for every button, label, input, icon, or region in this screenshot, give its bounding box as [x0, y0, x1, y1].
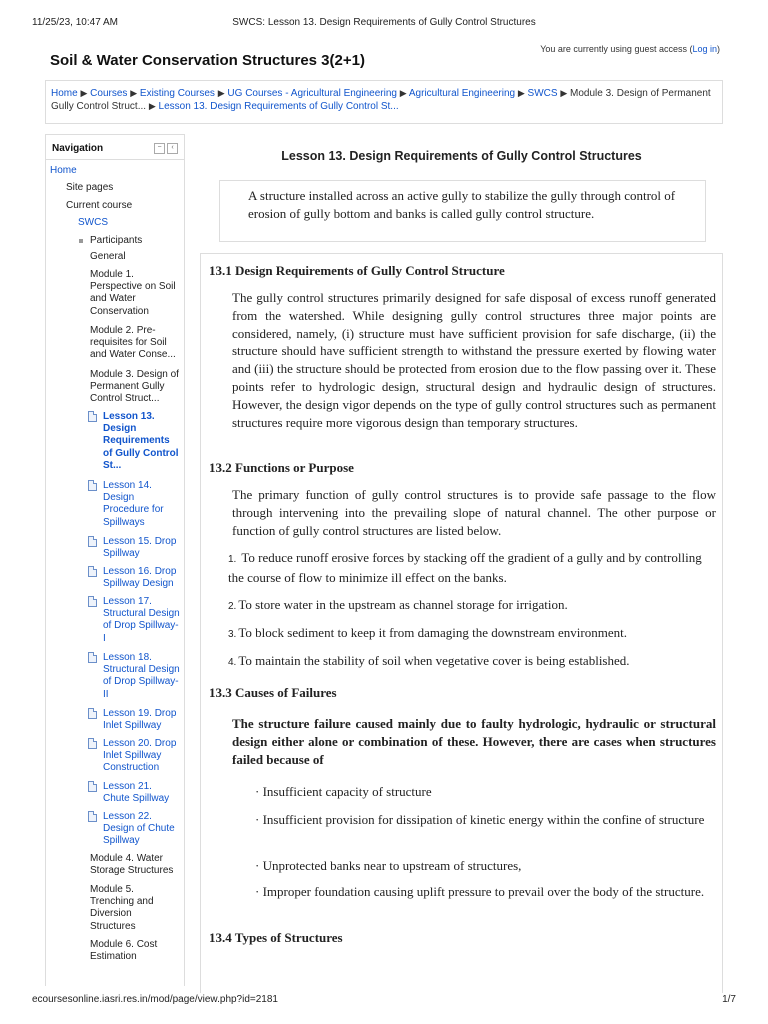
- breadcrumb-agricultural-engineering[interactable]: Agricultural Engineering: [408, 88, 516, 99]
- list-item-text: To store water in the upstream as channel storage for irrigation.: [238, 597, 568, 612]
- nav-line: I: [103, 632, 106, 644]
- nav-lesson-13[interactable]: [103, 411, 179, 472]
- page-icon: [88, 480, 97, 491]
- page-icon: [88, 536, 97, 547]
- breadcrumb-lesson[interactable]: Lesson 13. Design Requirements of Gully Control St...: [158, 101, 399, 112]
- nav-line: Spillway: [103, 835, 140, 847]
- section-heading-13-3: 13.3 Causes of Failures: [209, 685, 337, 700]
- nav-module-6[interactable]: [90, 939, 157, 963]
- nav-line: Inlet Spillway: [103, 750, 162, 762]
- nav-line: Lesson 16. Drop: [103, 566, 177, 577]
- section-heading-13-4: 13.4 Types of Structures: [209, 930, 343, 945]
- print-header: [32, 17, 736, 31]
- nav-module-2[interactable]: [90, 325, 176, 362]
- dock-block-icon[interactable]: ‹: [167, 143, 178, 154]
- cause-item: · Improper foundation causing uplift pressure to prevail over the body of the structure.: [255, 884, 705, 899]
- nav-line: Structural Design: [103, 664, 180, 676]
- list-item-text: To reduce runoff erosive forces by stacking off the gradient of a gully and by controlling the course of flow to minimize ill effect on the banks.: [228, 550, 702, 585]
- breadcrumb-home[interactable]: Home: [51, 88, 78, 99]
- lesson-content: [200, 253, 723, 993]
- section-paragraph: The gully control structures primarily designed for safe disposal of excess runoff generated from the watershed. While designing gully control structures three major points are considered, namely, (i) structure must have sufficient provision for safe discharge, (ii) the structure should have sufficient strength to withstand the pressure exerted by flowing water and (iii) the structure should be protected from erosion due to the flow passing over it. These points refer to hydrologic design, structural design and hydraulic design of structures. However, the design vigor depends on the type of gully control structures such as permanent structures require more vigorous design than temporary structures.: [232, 290, 716, 430]
- section-paragraph: The primary function of gully control structures is to provide safe passage to the flow through intervening into the prevailing slope of natural channel. The other purpose or function of gully control structures are listed below.: [232, 487, 716, 538]
- nav-line: Lesson 17.: [103, 596, 152, 607]
- nav-lesson-14[interactable]: [103, 480, 164, 529]
- bullet-icon: [79, 239, 83, 243]
- nav-participants[interactable]: Participants: [90, 235, 143, 246]
- section-heading-13-2: 13.2 Functions or Purpose: [209, 460, 354, 475]
- nav-line: Lesson 21.: [103, 781, 152, 792]
- cause-item: · Unprotected banks near to upstream of structures,: [255, 858, 522, 873]
- list-item: [228, 652, 702, 672]
- nav-module-1[interactable]: [90, 269, 176, 318]
- nav-line: Inlet Spillway: [103, 720, 162, 732]
- nav-line: Trenching and: [90, 896, 154, 908]
- nav-lesson-16[interactable]: [103, 566, 176, 590]
- list-item: [228, 624, 702, 644]
- lesson-summary: A structure installed across an active gully to stabilize the gully through control of erosion of gully bottom and banks is called gully control structure.: [219, 180, 706, 242]
- list-item: [228, 596, 702, 616]
- navigation-block: [45, 134, 185, 986]
- nav-line: Spillway: [103, 548, 140, 560]
- print-datetime: 11/25/23, 10:47 AM: [32, 17, 118, 28]
- nav-line: of Gully Control: [103, 447, 179, 459]
- breadcrumb-separator: ▶: [148, 101, 156, 111]
- cause-item: · Insufficient provision for dissipation of kinetic energy within the confine of structure: [255, 812, 705, 827]
- nav-lesson-18[interactable]: [103, 652, 180, 701]
- nav-line: Design of Chute: [103, 823, 175, 835]
- nav-line: Design: [103, 423, 137, 435]
- nav-line: II: [103, 688, 109, 700]
- nav-line: Module 1.: [90, 269, 134, 280]
- nav-line: Structures: [90, 920, 136, 932]
- nav-line: and Water Conse...: [90, 349, 176, 361]
- nav-line: Module 5.: [90, 884, 134, 895]
- nav-line: Control Struct...: [90, 393, 160, 405]
- page-icon: [88, 738, 97, 749]
- site-title[interactable]: Soil & Water Conservation Structures 3(2+1): [50, 52, 365, 69]
- nav-module-3[interactable]: [90, 369, 179, 406]
- nav-line: Permanent Gully: [90, 381, 165, 393]
- nav-line: Lesson 22.: [103, 811, 152, 822]
- page-icon: [88, 781, 97, 792]
- breadcrumb-module: Module 3. Design of Permanent Gully Control Struct...: [51, 88, 711, 112]
- section-paragraph-bold: The structure failure caused mainly due to faulty hydrologic, hydraulic or structural design either alone or combination of these. However, there are cases when structures failed because of: [232, 716, 716, 767]
- nav-line: Procedure for: [103, 504, 164, 516]
- page-icon: [88, 566, 97, 577]
- nav-lesson-15[interactable]: [103, 536, 176, 560]
- breadcrumb-separator: ▶: [399, 88, 407, 98]
- list-number: 1.: [228, 554, 237, 565]
- nav-module-5[interactable]: [90, 884, 154, 933]
- print-page-title: SWCS: Lesson 13. Design Requirements of Gully Control Structures: [232, 17, 536, 28]
- list-number: 4.: [228, 657, 237, 668]
- nav-line: of Drop Spillway-: [103, 676, 179, 688]
- nav-line: Construction: [103, 762, 160, 774]
- nav-line: of Drop Spillway-: [103, 620, 179, 632]
- breadcrumb-separator: ▶: [130, 88, 138, 98]
- print-footer: [32, 994, 736, 1005]
- nav-general[interactable]: General: [90, 251, 126, 262]
- nav-line: and Water: [90, 293, 136, 305]
- nav-line: Structural Design: [103, 608, 180, 620]
- breadcrumb-courses[interactable]: Courses: [90, 88, 128, 99]
- breadcrumb-separator: ▶: [517, 88, 525, 98]
- list-item: [228, 549, 702, 587]
- page-icon: [88, 811, 97, 822]
- nav-line: Spillway Design: [103, 578, 174, 590]
- page-icon: [88, 708, 97, 719]
- nav-line: Lesson 15. Drop: [103, 536, 177, 547]
- list-number: 2.: [228, 601, 237, 612]
- nav-line: Storage Structures: [90, 865, 174, 877]
- section-heading-13-1: 13.1 Design Requirements of Gully Control Structure: [209, 263, 505, 278]
- breadcrumb-separator: ▶: [217, 88, 225, 98]
- page-url: ecoursesonline.iasri.res.in/mod/page/view.php?id=2181: [32, 994, 278, 1005]
- breadcrumb-separator: ▶: [80, 88, 88, 98]
- page-icon: [88, 411, 97, 422]
- nav-line: Module 4. Water: [90, 853, 163, 864]
- nav-line: Conservation: [90, 305, 149, 317]
- nav-line: St...: [103, 459, 122, 471]
- nav-lesson-22[interactable]: [103, 811, 175, 848]
- page-number: 1/7: [722, 994, 736, 1005]
- lesson-title: Lesson 13. Design Requirements of Gully Control Structures: [281, 149, 642, 163]
- list-item-text: To block sediment to keep it from damaging the downstream environment.: [238, 625, 627, 640]
- navigation-title: Navigation: [52, 143, 104, 154]
- login-link[interactable]: Log in: [692, 44, 717, 54]
- nav-line: Module 6. Cost: [90, 939, 158, 950]
- nav-lesson-20[interactable]: [103, 738, 176, 775]
- login-suffix: ): [717, 44, 720, 54]
- nav-line: Lesson 18.: [103, 652, 152, 663]
- nav-line: Module 3. Design of: [90, 369, 179, 380]
- nav-line: Lesson 20. Drop: [103, 738, 177, 749]
- nav-line: Chute Spillway: [103, 793, 170, 805]
- nav-line: Lesson 19. Drop: [103, 708, 177, 719]
- nav-site-pages[interactable]: Site pages: [66, 182, 114, 193]
- nav-line: Diversion: [90, 908, 132, 920]
- nav-course-swcs[interactable]: SWCS: [78, 217, 108, 228]
- nav-line: Requirements: [103, 435, 170, 447]
- breadcrumb-existing-courses[interactable]: Existing Courses: [139, 88, 215, 99]
- nav-current-course[interactable]: Current course: [66, 200, 133, 211]
- breadcrumb: [45, 80, 723, 124]
- nav-line: Design: [103, 492, 135, 504]
- login-info: [540, 44, 720, 54]
- navigation-controls: [154, 143, 178, 154]
- page-icon: [88, 652, 97, 663]
- nav-lesson-19[interactable]: [103, 708, 176, 732]
- navigation-divider: [46, 159, 184, 160]
- nav-line: Estimation: [90, 951, 137, 963]
- nav-line: Lesson 13.: [103, 411, 155, 422]
- collapse-block-icon[interactable]: −: [154, 143, 165, 154]
- nav-lesson-17[interactable]: [103, 596, 180, 645]
- nav-line: Lesson 14.: [103, 480, 152, 491]
- nav-module-4[interactable]: [90, 853, 173, 877]
- nav-line: requisites for Soil: [90, 337, 167, 349]
- breadcrumb-separator: ▶: [560, 88, 568, 98]
- page-icon: [88, 596, 97, 607]
- nav-lesson-21[interactable]: [103, 781, 169, 805]
- login-prefix: You are currently using guest access (: [540, 44, 693, 54]
- breadcrumb-swcs[interactable]: SWCS: [527, 88, 558, 99]
- cause-item: · Insufficient capacity of structure: [255, 784, 432, 799]
- list-number: 3.: [228, 629, 237, 640]
- list-item-text: To maintain the stability of soil when vegetative cover is being established.: [238, 653, 630, 668]
- nav-line: Perspective on Soil: [90, 281, 176, 293]
- nav-line: Module 2. Pre-: [90, 325, 156, 336]
- nav-line: Spillways: [103, 516, 145, 528]
- nav-home[interactable]: Home: [50, 165, 77, 176]
- breadcrumb-ug-courses[interactable]: UG Courses - Agricultural Engineering: [227, 88, 397, 99]
